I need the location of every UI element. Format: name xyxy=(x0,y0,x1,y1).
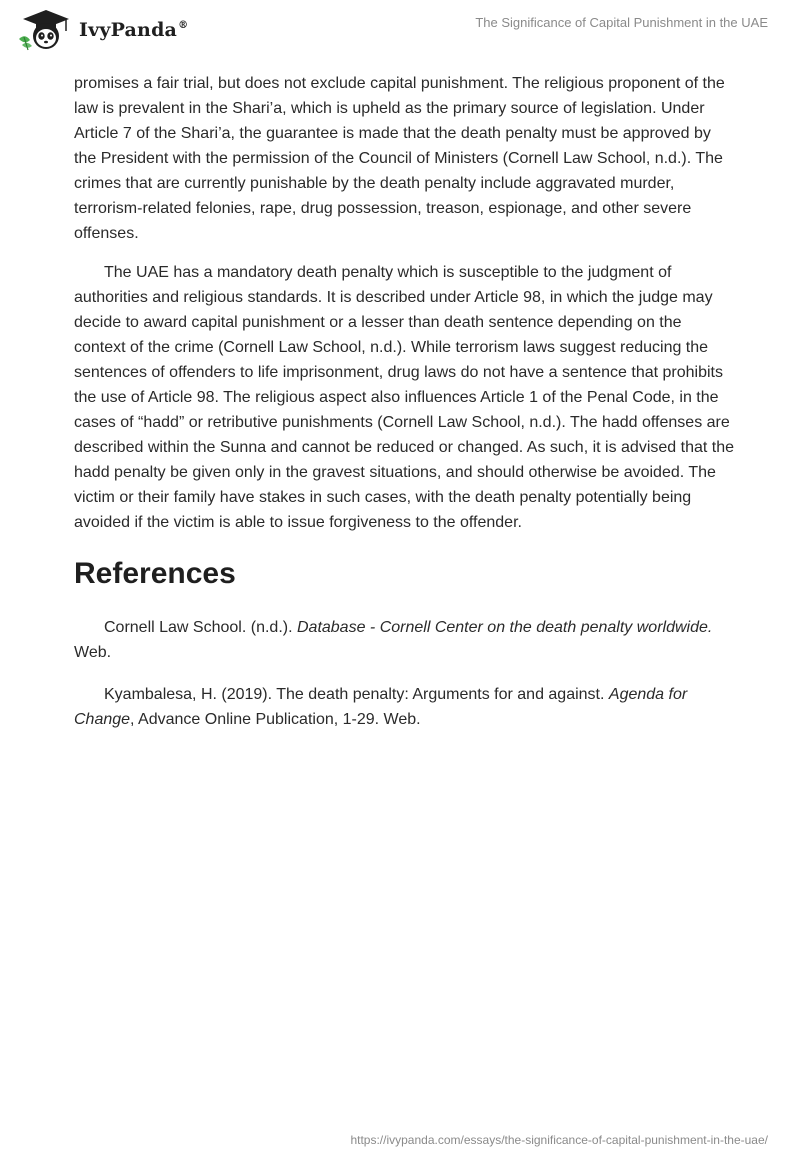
reference-entry: Kyambalesa, H. (2019). The death penalty: Arguments for and against. Agenda for Change, Advance Online Publication, 1-29. Web. xyxy=(74,686,688,728)
logo-wordmark: IvyPanda® xyxy=(79,19,189,41)
essay-content xyxy=(74,71,734,732)
reference-entry: Cornell Law School. (n.d.). Database - Cornell Center on the death penalty worldwide. Web. xyxy=(74,619,713,661)
panda-graduation-cap-icon xyxy=(16,9,72,51)
ivypanda-logo[interactable] xyxy=(16,9,188,51)
body-paragraph: promises a fair trial, but does not exclude capital punishment. The religious proponent of the law is prevalent in the Shari’a, which is upheld as the primary source of legislation. Under Article 7 of the Shari’a, the guarantee is made that the death penalty must be approved by the President with the permission of the Council of Ministers (Cornell Law School, n.d.). The crimes that are currently punishable by the death penalty include aggravated murder, terrorism-related felonies, rape, drug possession, treason, espionage, and other severe offenses. xyxy=(74,75,725,242)
body-paragraph: The UAE has a mandatory death penalty which is susceptible to the judgment of authorities and religious standards. It is described under Article 98, in which the judge may decide to award capital punishment or a lesser than death sentence depending on the context of the crime (Cornell Law School, n.d.). While terrorism laws suggest reducing the sentences of offenders to life imprisonment, drug laws do not have a sentence that prohibits the use of Article 98. The religious aspect also influences Article 1 of the Penal Code, in the cases of “hadd” or retributive punishments (Cornell Law School, n.d.). The hadd offenses are described within the Sunna and cannot be reduced or changed. As such, it is advised that the hadd penalty be given only in the gravest situations, and should otherwise be avoided. The victim or their family have stakes in such cases, with the death penalty potentially being avoided if the victim is able to issue forgiveness to the offender. xyxy=(74,264,734,531)
references-heading: References xyxy=(74,557,236,590)
running-title: The Significance of Capital Punishment in the UAE xyxy=(475,15,768,30)
source-url[interactable]: https://ivypanda.com/essays/the-significance-of-capital-punishment-in-the-uae/ xyxy=(350,1133,768,1147)
page-header xyxy=(0,0,800,70)
